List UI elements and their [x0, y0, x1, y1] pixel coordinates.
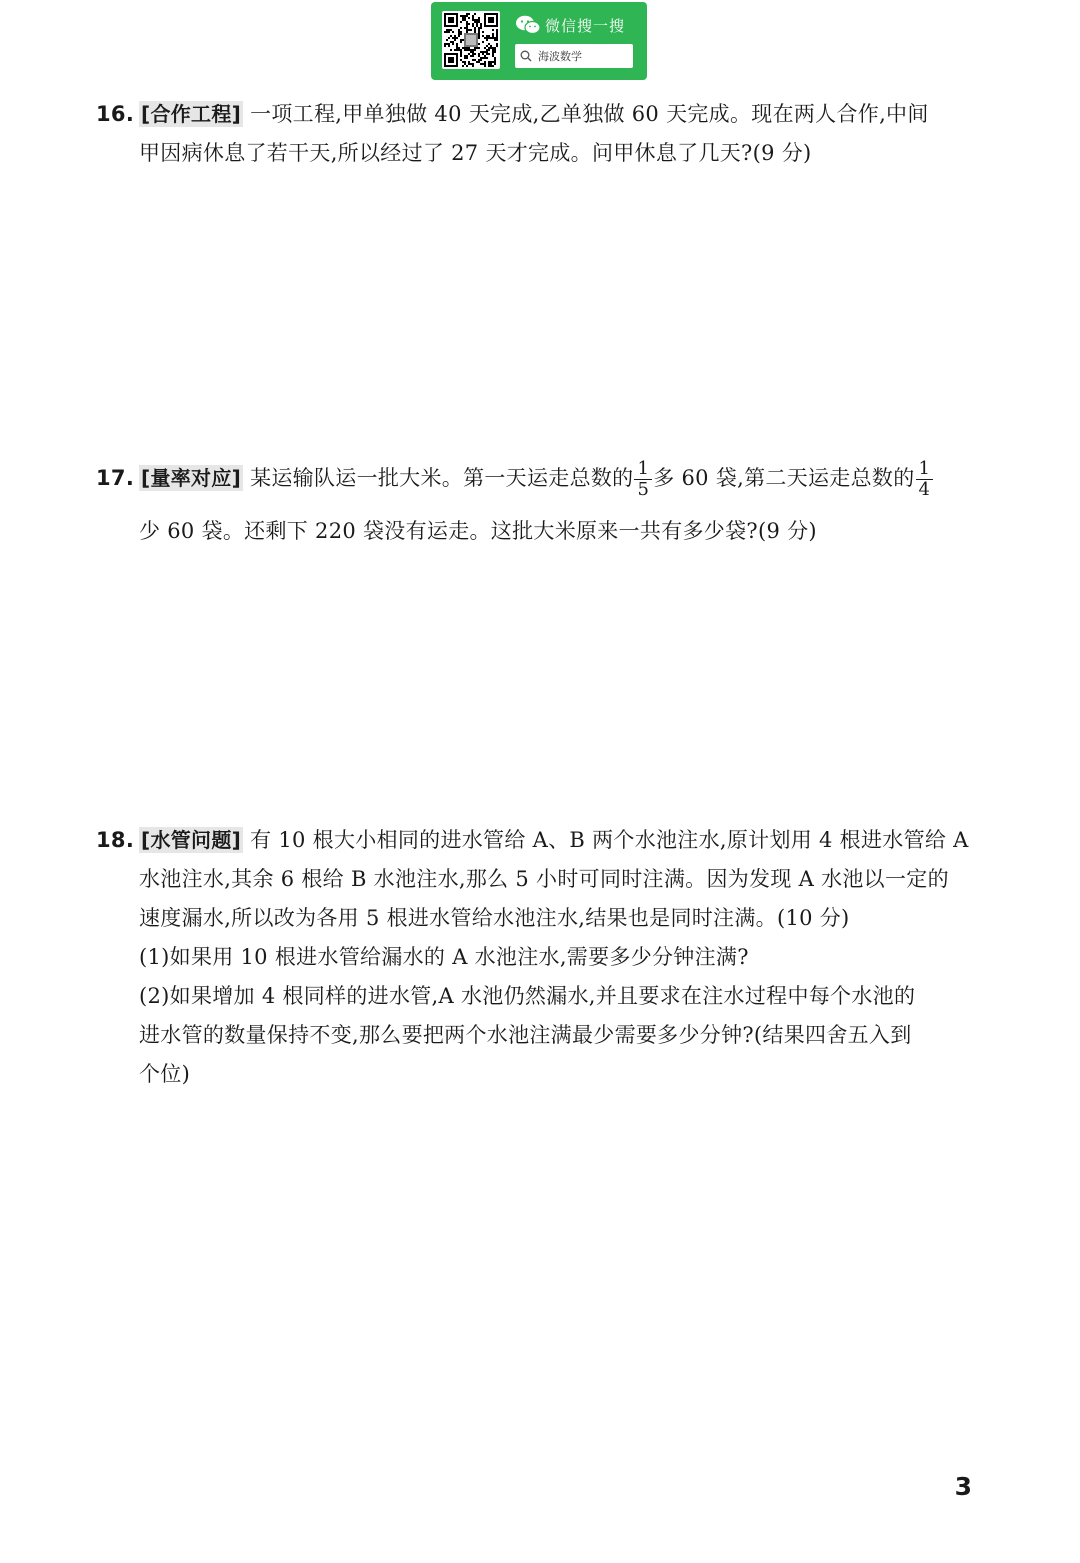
fraction-numerator: 1	[637, 458, 650, 479]
wechat-search-badge[interactable]	[431, 2, 647, 80]
problem-16	[96, 95, 986, 173]
badge-title	[515, 12, 639, 38]
badge-right	[515, 12, 639, 68]
search-input[interactable]	[515, 44, 633, 68]
problem-18-line-3: 速度漏水,所以改为各用 5 根进水管给水池注水,结果也是同时注满。(10 分)	[139, 906, 850, 930]
problem-18	[96, 821, 986, 1094]
problem-tag: [量率对应]	[141, 466, 242, 490]
qr-code-icon	[442, 11, 500, 69]
wechat-icon	[515, 15, 541, 35]
problem-tag: [水管问题]	[141, 828, 242, 852]
page-number: 3	[954, 1472, 972, 1501]
problem-18-question-1: (1)如果用 10 根进水管给漏水的 A 水池注水,需要多少分钟注满?	[139, 945, 749, 969]
problem-16-line-1	[96, 95, 986, 134]
problem-18-question-2-line-1: (2)如果增加 4 根同样的进水管,A 水池仍然漏水,并且要求在注水过程中每个水池的	[139, 984, 916, 1008]
problem-16-line-2: 甲因病休息了若干天,所以经过了 27 天才完成。问甲休息了几天?(9 分)	[139, 141, 812, 165]
problem-17-line-2: 少 60 袋。还剩下 220 袋没有运走。这批大米原来一共有多少袋?(9 分)	[139, 519, 817, 543]
problem-18-question-2-line-2: 进水管的数量保持不变,那么要把两个水池注满最少需要多少分钟?(结果四舍五入到	[139, 1023, 912, 1047]
badge-title-text: 微信搜一搜	[545, 16, 626, 35]
fraction-one-quarter	[916, 459, 934, 500]
problem-number: 18.	[96, 828, 135, 852]
fraction-one-fifth	[634, 459, 652, 500]
magnifier-icon	[520, 50, 532, 62]
problem-text: 多 60 袋,第二天运走总数的	[653, 466, 915, 490]
problem-18-line-2: 水池注水,其余 6 根给 B 水池注水,那么 5 小时可同时注满。因为发现 A 水池以一定的	[139, 867, 949, 891]
problem-18-line-1	[96, 821, 986, 860]
fraction-denominator: 5	[634, 479, 652, 500]
search-text: 海波数学	[538, 50, 582, 63]
problem-text: 某运输队运一批大米。第一天运走总数的	[250, 466, 634, 490]
problem-number: 16.	[96, 102, 135, 126]
fraction-numerator: 1	[918, 458, 931, 479]
problem-tag: [合作工程]	[141, 102, 242, 126]
problem-17-line-1	[96, 444, 986, 512]
problem-18-question-2-line-3: 个位)	[139, 1062, 191, 1086]
problem-17	[96, 444, 986, 551]
problem-text: 有 10 根大小相同的进水管给 A、B 两个水池注水,原计划用 4 根进水管给 A	[250, 828, 969, 852]
problem-number: 17.	[96, 466, 135, 490]
problem-text: 一项工程,甲单独做 40 天完成,乙单独做 60 天完成。现在两人合作,中间	[250, 102, 929, 126]
fraction-denominator: 4	[916, 479, 934, 500]
